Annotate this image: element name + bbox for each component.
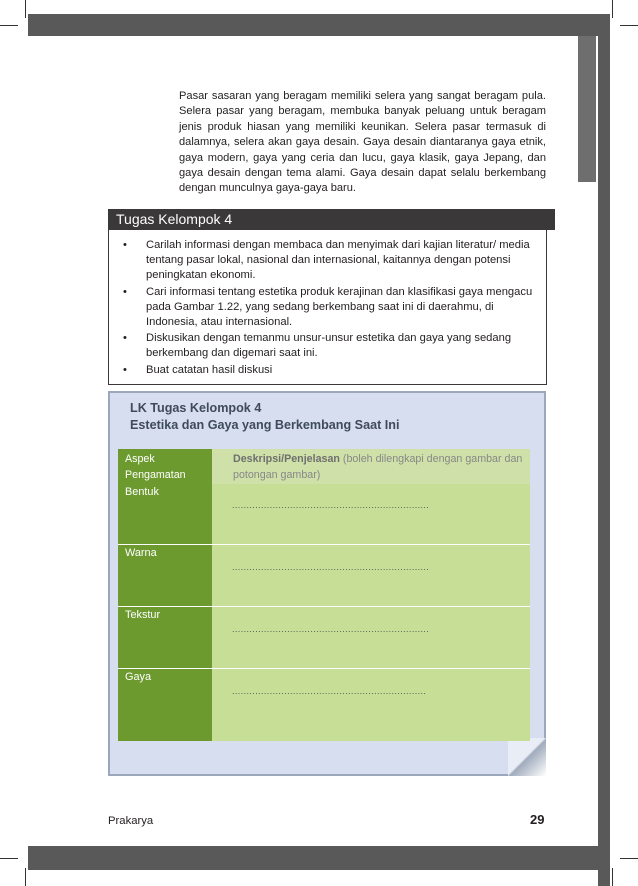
- table-row-answer-cell[interactable]: [212, 607, 530, 668]
- footer-book-title: Prakarya: [108, 815, 154, 827]
- task-item: • Diskusikan dengan temanmu unsur-unsur estetika dan gaya yang sedang berkembang dan digemari saat ini.: [123, 332, 512, 360]
- crop-mark: [0, 858, 18, 859]
- answer-line: ....................................................................: [232, 500, 430, 510]
- table-row-answer-cell[interactable]: [212, 484, 530, 544]
- worksheet-title: LK Tugas Kelompok 4: [130, 401, 262, 415]
- table-row-answer-cell[interactable]: [212, 545, 530, 606]
- row-label-warna: Warna: [125, 547, 157, 559]
- row-label-bentuk: Bentuk: [125, 486, 159, 498]
- bullet-icon: •: [123, 285, 127, 298]
- task-item: • Carilah informasi dengan membaca dan menyimak dari kajian literatur/ media tentang pasar lokal, nasional dan internasional, kaitannya dengan potensi peningkatan ekonomi.: [123, 239, 530, 282]
- answer-line: ....................................................................: [232, 624, 430, 634]
- task-list: [109, 230, 546, 378]
- answer-line: ...................................................................: [232, 686, 427, 696]
- crop-mark: [612, 868, 613, 886]
- table-header-aspect: Aspek Pengamatan: [125, 453, 186, 481]
- answer-line: ....................................................................: [232, 562, 430, 572]
- right-margin-tab: [578, 36, 596, 182]
- row-label-gaya: Gaya: [125, 671, 152, 683]
- bottom-margin-bar: [28, 846, 610, 870]
- task-item: • Cari informasi tentang estetika produk kerajinan dan klasifikasi gaya mengacu pada Gambar 1.22, yang sedang berkembang saat ini di daerahmu, di Indonesia, atau internasional.: [123, 285, 533, 329]
- page-curl-corner: [508, 738, 546, 776]
- intro-paragraph: Pasar sasaran yang beragam memiliki selera yang sangat beragam pula. Selera pasar yang beragam, membuka banyak peluang untuk beragam jenis produk hiasan yang memiliki keunikan. Selera pasar termasuk di dalamnya, selera akan gaya desain. Gaya desain diantaranya gaya etnik, gaya modern, gaya yang ceria dan lucu, gaya klasik, gaya Jepang, dan gaya desain dengan tema alami. Gaya desain dapat selalu berkembang dengan munculnya gaya-gaya baru.: [179, 90, 546, 195]
- bullet-icon: •: [123, 332, 127, 345]
- crop-mark: [620, 25, 638, 26]
- top-margin-bar: [28, 14, 610, 36]
- crop-mark: [0, 25, 18, 26]
- row-label-tekstur: Tekstur: [125, 609, 161, 621]
- crop-mark: [25, 868, 26, 886]
- crop-mark: [620, 858, 638, 859]
- task-item: • Buat catatan hasil diskusi: [109, 363, 534, 378]
- task-box: [108, 230, 547, 385]
- page-number: 29: [530, 812, 545, 827]
- table-row-answer-cell[interactable]: [212, 669, 530, 741]
- table-header-description: Deskripsi/Penjelasan (boleh dilengkapi dengan gambar dan potongan gambar): [233, 453, 523, 481]
- task-title: Tugas Kelompok 4: [108, 209, 555, 230]
- worksheet-subtitle: Estetika dan Gaya yang Berkembang Saat Ini: [130, 418, 400, 432]
- bullet-icon: •: [123, 239, 127, 251]
- bullet-icon: •: [123, 363, 127, 376]
- right-margin-bar: [598, 14, 610, 886]
- crop-mark: [612, 0, 613, 18]
- crop-mark: [25, 0, 26, 18]
